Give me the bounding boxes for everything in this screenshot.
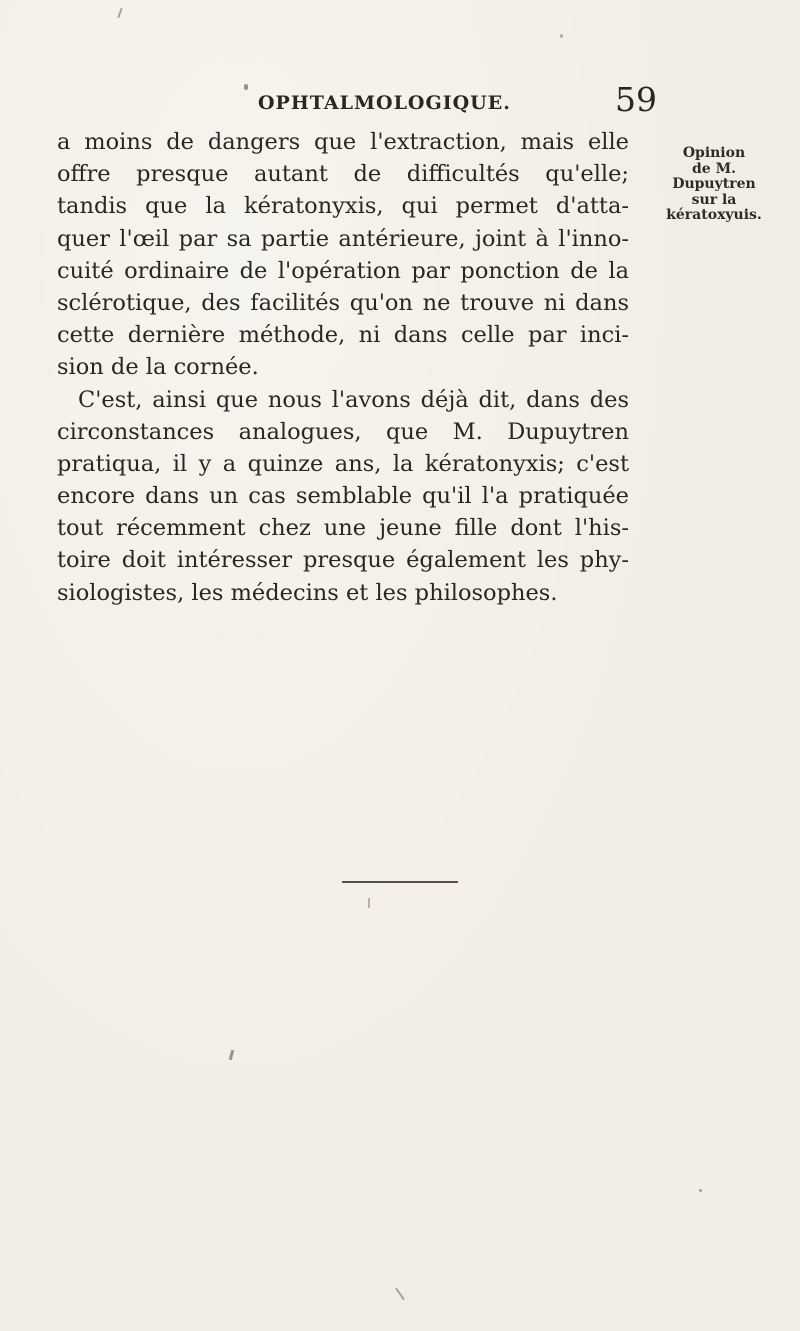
text-line: cuité ordinaire de l'opération par ponction de la [57, 257, 629, 284]
page-header [258, 80, 678, 126]
paragraph-2 [57, 384, 629, 609]
text-line: sclérotique, des facilités qu'on ne trouve ni dans [57, 289, 629, 316]
text-line: sion de la cornée. [57, 354, 259, 381]
end-rule [342, 881, 458, 883]
text-line: C'est, ainsi que nous l'avons déjà dit, dans des [78, 386, 629, 413]
text-line: quer l'œil par sa partie antérieure, joint à l'inno- [57, 225, 629, 252]
text-line: circonstances analogues, que M. Dupuytren [57, 418, 629, 445]
text-line: pratiqua, il y a quinze ans, la kératonyxis; c'est [57, 450, 629, 477]
margin-note-line: Opinion [682, 145, 746, 161]
main-text [57, 126, 629, 609]
margin-note-line: sur la [691, 191, 737, 208]
margin-note-line: de M. [692, 160, 736, 177]
paragraph-1 [57, 126, 629, 384]
text-line: siologistes, les médecins et les philosophes. [57, 579, 558, 606]
page-number: 59 [615, 80, 657, 119]
text-line: offre presque autant de difficultés qu'elle; [57, 161, 629, 188]
margin-note-line: kératoxyuis. [666, 207, 762, 223]
text-line: tandis que la kératonyxis, qui permet d'atta- [57, 193, 629, 220]
margin-note-line: Dupuytren [672, 176, 756, 192]
running-head: OPHTALMOLOGIQUE. [258, 92, 511, 114]
margin-note [634, 146, 794, 224]
text-line: toire doit intéresser presque également les phy- [57, 547, 629, 574]
text-line: tout récemment chez une jeune fille dont l'his- [57, 515, 629, 542]
text-line: cette dernière méthode, ni dans celle par inci- [57, 322, 629, 349]
text-line: encore dans un cas semblable qu'il l'a pratiquée [57, 483, 629, 510]
text-line: a moins de dangers que l'extraction, mais elle [57, 129, 629, 155]
